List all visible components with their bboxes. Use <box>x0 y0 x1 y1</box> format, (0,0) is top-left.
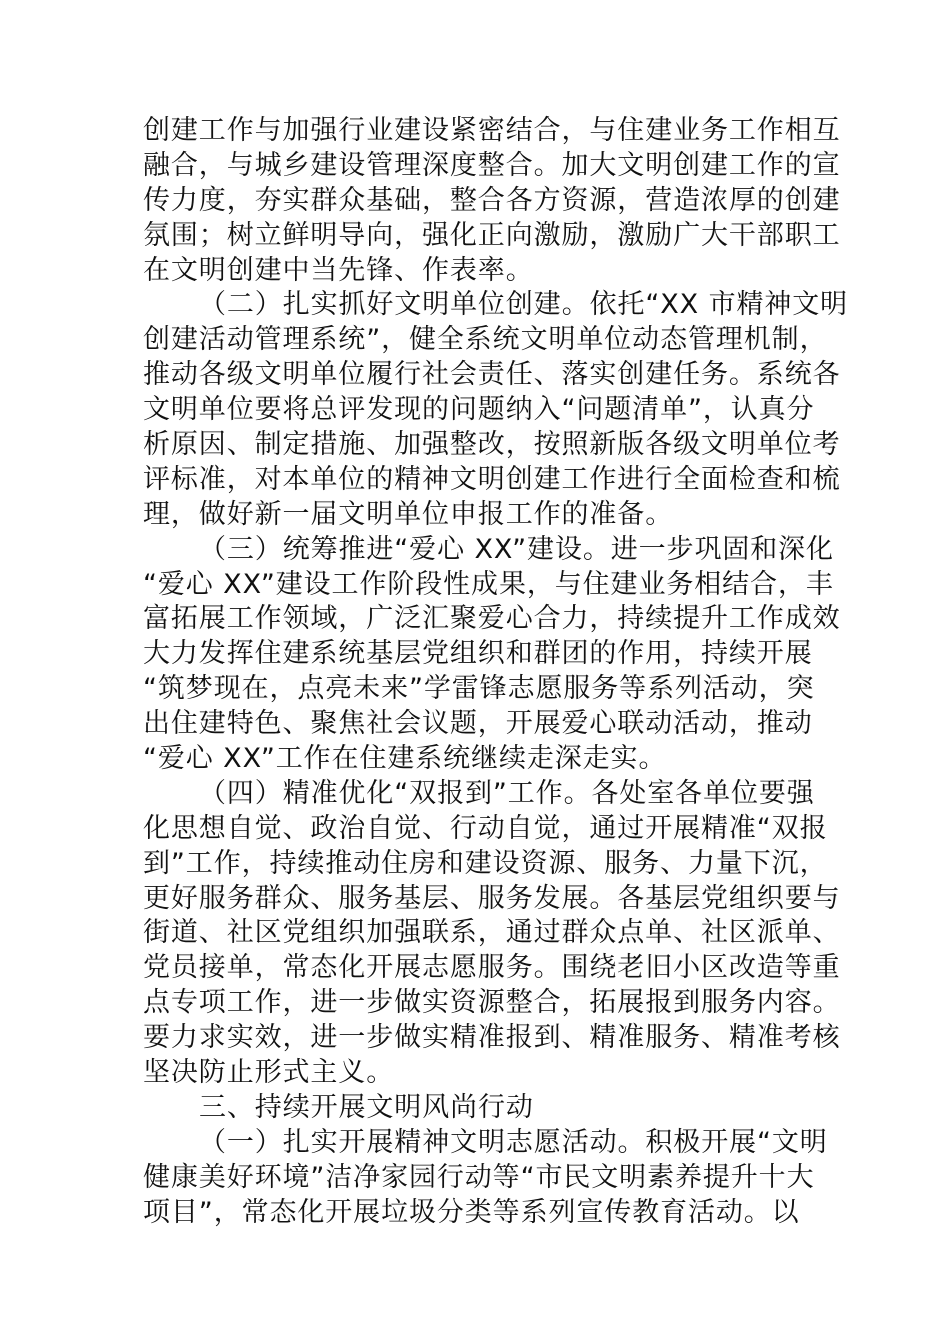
text-line: （二）扎实抓好文明单位创建。依托“XX 市精神文明 <box>199 289 849 321</box>
text-line: “爱心 XX”建设工作阶段性成果，与住建业务相结合，丰 <box>143 568 834 600</box>
text-line: 富拓展工作领域，广泛汇聚爱心合力，持续提升工作成效 <box>143 603 841 635</box>
text-line: 更好服务群众、服务基层、服务发展。各基层党组织要与 <box>143 882 841 914</box>
text-line: 评标准，对本单位的精神文明创建工作进行全面检查和梳 <box>143 463 841 495</box>
text-line: 要力求实效，进一步做实精准报到、精准服务、精准考核 <box>143 1022 841 1054</box>
text-line: （三）统筹推进“爱心 XX”建设。进一步巩固和深化 <box>199 533 834 565</box>
text-line: 析原因、制定措施、加强整改，按照新版各级文明单位考 <box>143 429 841 461</box>
text-line: 推动各级文明单位履行社会责任、落实创建任务。系统各 <box>143 359 841 391</box>
text-line: 文明单位要将总评发现的问题纳入“问题清单”，认真分 <box>143 394 815 426</box>
text-line: 党员接单，常态化开展志愿服务。围绕老旧小区改造等重 <box>143 952 841 984</box>
text-line: 理，做好新一届文明单位申报工作的准备。 <box>143 498 674 530</box>
text-line: 点专项工作，进一步做实资源整合，拓展报到服务内容。 <box>143 987 841 1019</box>
text-line: 项目”，常态化开展垃圾分类等系列宣传教育活动。以 <box>143 1196 800 1228</box>
text-line: 融合，与城乡建设管理深度整合。加大文明创建工作的宣 <box>143 149 841 181</box>
text-line: 三、持续开展文明风尚行动 <box>199 1091 534 1123</box>
text-line: 到”工作，持续推动住房和建设资源、服务、力量下沉， <box>143 847 828 879</box>
text-line: “筑梦现在，点亮未来”学雷锋志愿服务等系列活动，突 <box>143 673 815 705</box>
text-line: 大力发挥住建系统基层党组织和群团的作用，持续开展 <box>143 638 813 670</box>
text-line: 氛围；树立鲜明导向，强化正向激励，激励广大干部职工 <box>143 219 841 251</box>
text-line: 街道、社区党组织加强联系，通过群众点单、社区派单、 <box>143 917 841 949</box>
text-line: 创建活动管理系统”，健全系统文明单位动态管理机制， <box>143 324 828 356</box>
text-line: 化思想自觉、政治自觉、行动自觉，通过开展精准“双报 <box>143 812 828 844</box>
text-line: 在文明创建中当先锋、作表率。 <box>143 254 534 286</box>
text-line: “爱心 XX”工作在住建系统继续走深走实。 <box>143 743 667 775</box>
text-line: 创建工作与加强行业建设紧密结合，与住建业务工作相互 <box>143 115 841 146</box>
text-line: 传力度，夯实群众基础，整合各方资源，营造浓厚的创建 <box>143 184 841 216</box>
text-line: （四）精准优化“双报到”工作。各处室各单位要强 <box>199 777 815 809</box>
document-body <box>143 114 849 1231</box>
text-line: （一）扎实开展精神文明志愿活动。积极开展“文明 <box>199 1126 828 1158</box>
text-line: 坚决防止形式主义。 <box>143 1057 395 1089</box>
text-line: 健康美好环境”洁净家园行动等“市民文明素养提升十大 <box>143 1161 815 1193</box>
text-line: 出住建特色、聚焦社会议题，开展爱心联动活动，推动 <box>143 708 813 740</box>
